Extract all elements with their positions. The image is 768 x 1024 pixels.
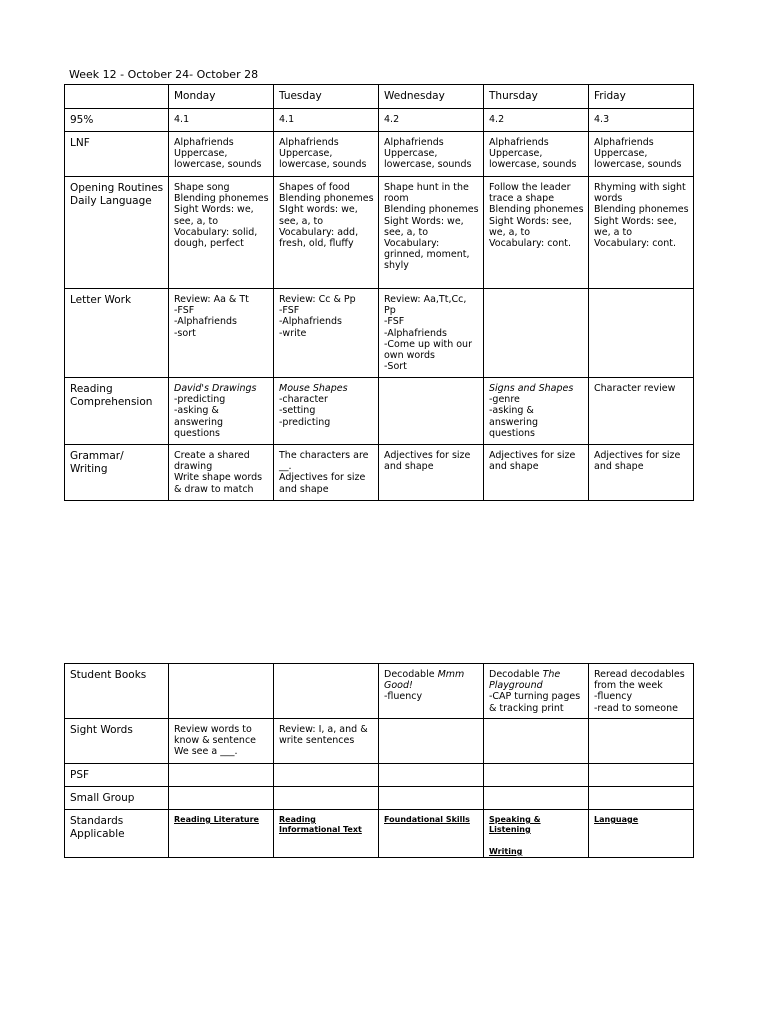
row-label-small-group: Small Group — [65, 787, 169, 810]
opening-thursday: Follow the leader trace a shape Blending phonemes Sight Words: see, we, a, to Vocabulary: cont. — [484, 177, 589, 289]
small-group-tuesday — [274, 787, 379, 810]
standards-monday — [169, 810, 274, 858]
student-books-friday: Reread decodables from the week -fluency -read to someone — [589, 664, 694, 719]
grammar-thursday: Adjectives for size and shape — [484, 445, 589, 501]
page-title: Week 12 - October 24- October 28 — [69, 68, 259, 81]
sight-words-wednesday — [379, 719, 484, 764]
lnf-monday: Alphafriends Uppercase, lowercase, sounds — [169, 132, 274, 177]
student-books-row — [65, 664, 694, 719]
letter-work-monday: Review: Aa & Tt -FSF -Alphafriends -sort — [169, 289, 274, 378]
psf-thursday — [484, 764, 589, 787]
sight-words-friday — [589, 719, 694, 764]
row-label-psf: PSF — [65, 764, 169, 787]
reading-friday: Character review — [589, 378, 694, 445]
book-title: David's Drawings — [174, 383, 257, 394]
opening-friday: Rhyming with sight words Blending phonemes Sight Words: see, we, a to Vocabulary: cont. — [589, 177, 694, 289]
opening-wednesday: Shape hunt in the room Blending phonemes Sight Words: we, see, a, to Vocabulary: grinned, moment, shyly — [379, 177, 484, 289]
letter-work-wednesday: Review: Aa,Tt,Cc, Pp -FSF -Alphafriends -Come up with our own words -Sort — [379, 289, 484, 378]
percent-tuesday: 4.1 — [274, 109, 379, 132]
percent-friday: 4.3 — [589, 109, 694, 132]
sight-words-monday: Review words to know & sentence We see a ___. — [169, 719, 274, 764]
psf-wednesday — [379, 764, 484, 787]
psf-friday — [589, 764, 694, 787]
reading-row — [65, 378, 694, 445]
lnf-tuesday: Alphafriends Uppercase, lowercase, sounds — [274, 132, 379, 177]
letter-work-thursday — [484, 289, 589, 378]
small-group-wednesday — [379, 787, 484, 810]
small-group-friday — [589, 787, 694, 810]
percent-monday: 4.1 — [169, 109, 274, 132]
day-header-monday: Monday — [169, 85, 274, 109]
standard-link-speaking-listening[interactable]: Speaking & Listening — [489, 815, 541, 834]
sight-words-thursday — [484, 719, 589, 764]
lnf-thursday: Alphafriends Uppercase, lowercase, sounds — [484, 132, 589, 177]
student-books-wednesday: Decodable Mmm Good! -fluency — [379, 664, 484, 719]
letter-work-row — [65, 289, 694, 378]
grammar-wednesday: Adjectives for size and shape — [379, 445, 484, 501]
day-header-friday: Friday — [589, 85, 694, 109]
letter-work-friday — [589, 289, 694, 378]
row-label-percent: 95% — [65, 109, 169, 132]
book-title: Mouse Shapes — [279, 383, 348, 394]
reading-wednesday — [379, 378, 484, 445]
standards-friday — [589, 810, 694, 858]
row-label-opening: Opening Routines Daily Language — [65, 177, 169, 289]
standards-tuesday — [274, 810, 379, 858]
opening-monday: Shape song Blending phonemes Sight Words: we, see, a, to Vocabulary: solid, dough, perfect — [169, 177, 274, 289]
standards-wednesday — [379, 810, 484, 858]
standards-row — [65, 810, 694, 858]
weekly-plan-table — [64, 84, 694, 501]
grammar-tuesday: The characters are __. Adjectives for size and shape — [274, 445, 379, 501]
day-header-tuesday: Tuesday — [274, 85, 379, 109]
percent-wednesday: 4.2 — [379, 109, 484, 132]
book-title: Signs and Shapes — [489, 383, 574, 394]
row-label-standards: Standards Applicable — [65, 810, 169, 858]
student-books-monday — [169, 664, 274, 719]
psf-row — [65, 764, 694, 787]
opening-row — [65, 177, 694, 289]
row-label-sight-words: Sight Words — [65, 719, 169, 764]
grammar-row — [65, 445, 694, 501]
small-group-row — [65, 787, 694, 810]
book-title: The Playground — [489, 669, 561, 692]
standard-link-foundational-skills[interactable]: Foundational Skills — [384, 815, 470, 824]
reading-tuesday: Mouse Shapes -character -setting -predicting — [274, 378, 379, 445]
header-row — [65, 85, 694, 109]
psf-tuesday — [274, 764, 379, 787]
day-header-thursday: Thursday — [484, 85, 589, 109]
small-group-monday — [169, 787, 274, 810]
reading-monday: David's Drawings -predicting -asking & answering questions — [169, 378, 274, 445]
standard-link-reading-informational[interactable]: Reading Informational Text — [279, 815, 362, 834]
sight-words-row — [65, 719, 694, 764]
book-title: Mmm Good! — [384, 669, 465, 692]
corner-cell — [65, 85, 169, 109]
sight-words-tuesday: Review: I, a, and & write sentences — [274, 719, 379, 764]
letter-work-tuesday: Review: Cc & Pp -FSF -Alphafriends -write — [274, 289, 379, 378]
opening-tuesday: Shapes of food Blending phonemes SIght words: we, see, a, to Vocabulary: add, fresh, old, fluffy — [274, 177, 379, 289]
day-header-wednesday: Wednesday — [379, 85, 484, 109]
psf-monday — [169, 764, 274, 787]
student-books-tuesday — [274, 664, 379, 719]
row-label-reading: Reading Comprehension — [65, 378, 169, 445]
small-group-thursday — [484, 787, 589, 810]
standards-thursday — [484, 810, 589, 858]
grammar-monday: Create a shared drawing Write shape words & draw to match — [169, 445, 274, 501]
grammar-friday: Adjectives for size and shape — [589, 445, 694, 501]
lnf-row — [65, 132, 694, 177]
row-label-student-books: Student Books — [65, 664, 169, 719]
reading-thursday: Signs and Shapes -genre -asking & answering questions — [484, 378, 589, 445]
row-label-letter-work: Letter Work — [65, 289, 169, 378]
standard-link-writing[interactable]: Writing — [489, 847, 523, 856]
lnf-friday: Alphafriends Uppercase, lowercase, sounds — [589, 132, 694, 177]
student-books-thursday: Decodable The Playground -CAP turning pages & tracking print — [484, 664, 589, 719]
row-label-lnf: LNF — [65, 132, 169, 177]
lnf-wednesday: Alphafriends Uppercase, lowercase, sounds — [379, 132, 484, 177]
row-label-grammar: Grammar/ Writing — [65, 445, 169, 501]
percent-thursday: 4.2 — [484, 109, 589, 132]
percent-row — [65, 109, 694, 132]
standard-link-language[interactable]: Language — [594, 815, 639, 824]
standard-link-reading-literature[interactable]: Reading Literature — [174, 815, 259, 824]
resources-table — [64, 663, 694, 858]
